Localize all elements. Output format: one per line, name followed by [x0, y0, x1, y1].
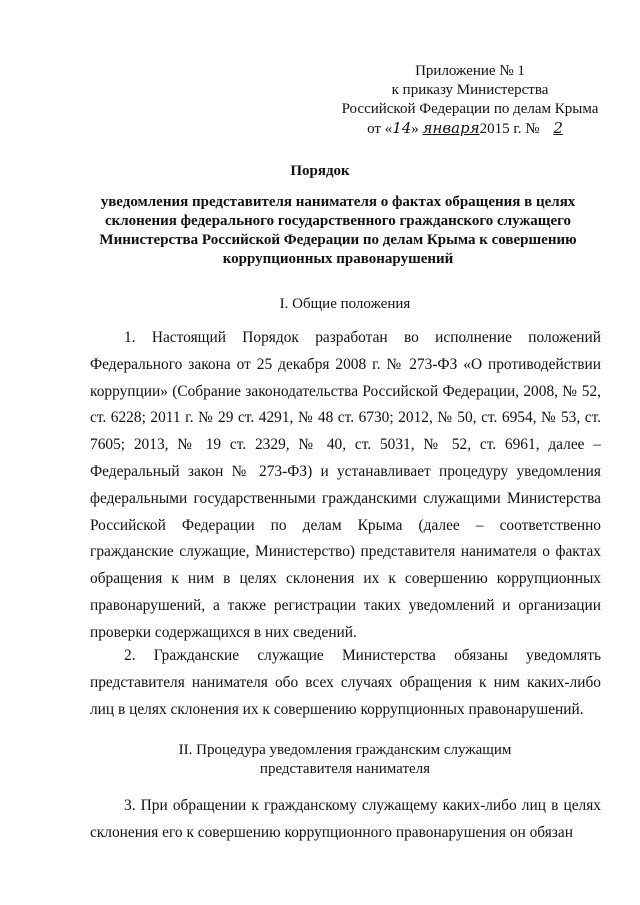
paragraph-1: 1. Настоящий Порядок разработан во исполнение положений Федерального закона от 25 декабря 2008 г. № 273-ФЗ «О противодействии коррупции» (Собрание законодательства Российской Федерации, 2008, № 52, ст. 6228; 2011 г. № 29 ст. 4291, № 48 ст. 6730; 2012, № 50, ст. 6954, № 53, ст. 7605; 2013, № 19 ст. 2329, № 40, ст. 5031, № 52, ст. 6961, далее – Федеральный закон № 273-ФЗ) и устанавливает процедуру уведомления федеральными государственными гражданскими служащими Министерства Российской Федерации по делам Крыма (далее – соответственно гражданские служащие, Министерство) представителя нанимателя о фактах обращения к ним в целях склонения их к совершению коррупционных правонарушений, а также регистрации таких уведомлений и организации проверки содержащихся в них сведений.	[90, 329, 601, 641]
paragraph-3: 3. При обращении к гражданскому служащему каких-либо лиц в целях склонения его к совершению коррупционного правонарушения он обязан	[90, 797, 601, 841]
document-subtitle: уведомления представителя нанимателя о фактах обращения в целях склонения федерального государственного гражданского служащего Министерства Российской Федерации по делам Крыма к совершению коррупционных правонарушений	[99, 194, 577, 267]
appendix-number: Приложение № 1	[415, 63, 525, 79]
date-day: 14	[392, 119, 412, 137]
date-month: января	[422, 119, 480, 137]
document-title: Порядок	[290, 163, 350, 179]
order-number: 2	[553, 119, 563, 137]
appendix-header	[330, 62, 610, 139]
section-2-heading: II. Процедура уведомления гражданским служащим представителя нанимателя	[178, 742, 512, 777]
appendix-ministry: Российской Федерации по делам Крыма	[341, 101, 599, 117]
appendix-date-line: от «14» января2015 г. № 2	[330, 119, 610, 139]
section-1-heading: I. Общие положения	[279, 296, 411, 312]
appendix-order-ref: к приказу Министерства	[391, 82, 549, 98]
paragraph-2: 2. Гражданские служащие Министерства обязаны уведомлять представителя нанимателя обо всех случаях обращения к ним каких-либо лиц в целях склонения их к совершению коррупционных правонарушений.	[90, 647, 601, 718]
